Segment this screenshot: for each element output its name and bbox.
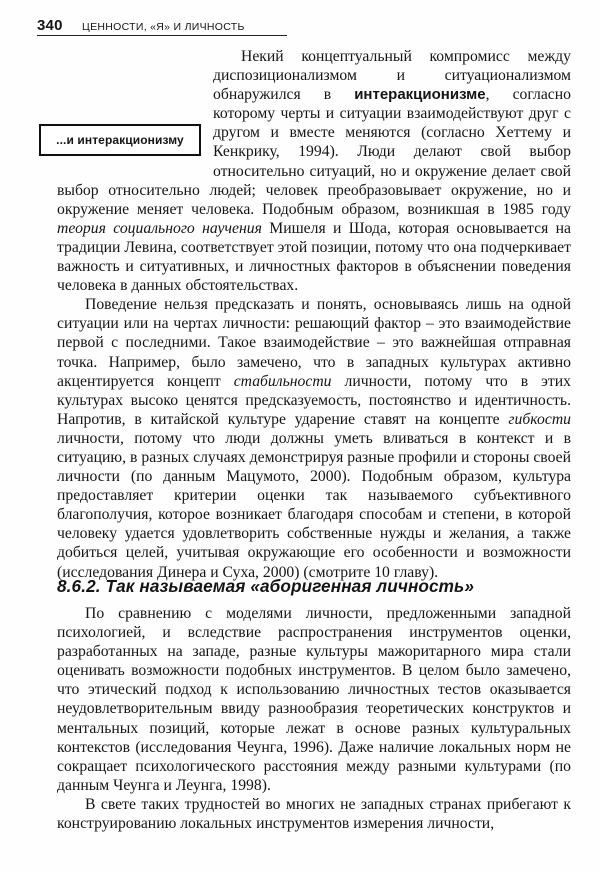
paragraph-culture-personality	[57, 295, 571, 581]
main-text-block	[57, 47, 571, 582]
margin-callout-text: ...и интеракционизму	[56, 133, 184, 147]
paragraph-two-part-three: личности, потому что люди должны уметь вливаться в контекст и в ситуацию, в разных случаях демонстрируя разные профили и стороны своей личности (по данным Мацумото, 2000). Подобным образом, культура предоставляет критерии оценки так называемого субъективного благополучия, которое возникает благодаря способам и степени, в которой человеку удается удовлетворить собственные нужды и желания, а также добиться целей, учитывая окружающие его особенности и возможности (исследования Динера и Суха, 2000) (смотрите 10 главу).	[57, 429, 571, 581]
italic-theory-term: теория социального научения	[57, 219, 262, 237]
margin-callout	[39, 124, 201, 156]
running-title: ЦЕННОСТИ, «Я» И ЛИЧНОСТЬ	[82, 21, 245, 33]
running-head-rule	[37, 35, 287, 36]
paragraph-two-part-two: личности, потому что в этих культурах высоко ценятся предсказуемость, постоянство и идентичность. Напротив, в китайской культуре ударение ставят на концепте	[57, 372, 571, 428]
italic-stability-term: стабильности	[233, 372, 332, 390]
section-heading: 8.6.2. Так называемая «аборигенная личность»	[57, 576, 475, 596]
page-number: 340	[37, 17, 63, 34]
paragraph-local-instruments: В свете таких трудностей во многих не западных странах прибегают к конструированию локальных инструментов измерения личности,	[57, 795, 571, 833]
paragraph-one-after-bold: , согласно которому черты и ситуации взаимодействуют друг с другом и вместе меняются (согласно Хеттему и Кенкрику, 1994). Люди делают свой выбор относительно ситуаций, но и окружение делает свой выбор относительно людей; человек преобразовывает окружение, но и окружение меняет человека. Подобным образом, возникшая в 1985 году	[57, 86, 571, 218]
paragraph-one-after-italic: Мишеля и Шода, которая основывается на традиции Левина, соответствует этой позиции, потому что она подчеркивает важность и ситуативных, и личностных факторов в объяснении поведения человека в данных обстоятельствах.	[57, 219, 571, 295]
running-head	[37, 16, 567, 38]
italic-flexibility-term: гибкости	[508, 410, 571, 428]
section-text-block	[57, 604, 571, 833]
paragraph-one-before-bold: Некий концептуальный компромисс между диспозиционализмом и ситуационализмом обнаружился в	[213, 48, 571, 104]
bold-term-interactionism: интеракционизме	[354, 86, 486, 104]
paragraph-assessment-instruments: По сравнению с моделями личности, предложенными западной психологией, и вследствие распространения инструментов оценки, разработанных на западе, разные культуры мажоритарного мира стали оценивать возможности подобных инструментов. В целом было замечено, что этический подход к использованию личностных тестов оказывается неудовлетворительным ввиду разнообразия теоретических конструктов и ментальных позиций, которые лежат в основе разных культуральных контекстов (исследования Чеунга, 1996). Даже наличие локальных норм не сокращает психологического расстояния между разными культурами (по данным Чеунга и Леунга, 1998).	[57, 605, 571, 794]
paragraph-interactionism	[57, 47, 571, 295]
paragraph-two-part-one: Поведение нельзя предсказать и понять, основываясь лишь на одной ситуации или на чертах личности: решающий фактор – это взаимодействие первой с последними. Такое взаимодействие – это важнейшая отправная точка. Например, было замечено, что в западных культурах активно акцентируется концепт	[57, 296, 571, 390]
